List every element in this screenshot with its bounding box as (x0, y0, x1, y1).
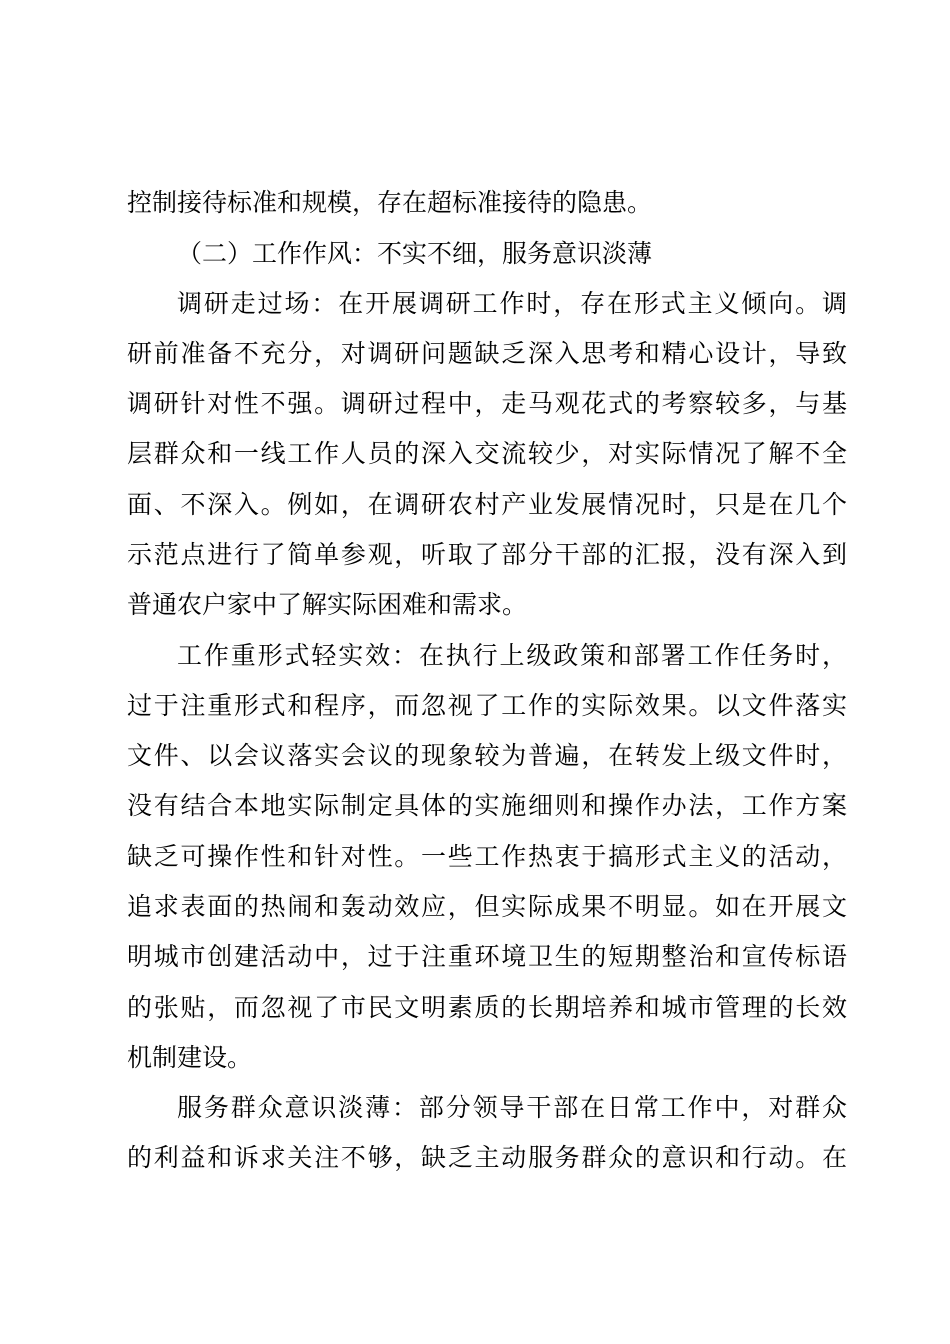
paragraph-line: 研前准备不充分，对调研问题缺乏深入思考和精心设计，导致 (127, 339, 847, 368)
paragraph-line: 没有结合本地实际制定具体的实施细则和操作办法，工作方案 (127, 791, 847, 820)
paragraph-line: 缺乏可操作性和针对性。一些工作热衷于搞形式主义的活动， (127, 842, 847, 871)
paragraph-line: 明城市创建活动中，过于注重环境卫生的短期整治和宣传标语 (127, 942, 847, 971)
paragraph-line: 过于注重形式和程序，而忽视了工作的实际效果。以文件落实 (127, 691, 847, 720)
paragraph-line: 调研针对性不强。调研过程中，走马观花式的考察较多，与基 (127, 389, 847, 418)
paragraph-line: 示范点进行了简单参观，听取了部分干部的汇报，没有深入到 (127, 540, 847, 569)
paragraph-line: 追求表面的热闹和轰动效应，但实际成果不明显。如在开展文 (127, 892, 847, 921)
paragraph-line: 面、不深入。例如，在调研农村产业发展情况时，只是在几个 (127, 490, 847, 519)
paragraph-line: 的利益和诉求关注不够，缺乏主动服务群众的意识和行动。在 (127, 1143, 847, 1172)
paragraph-line: 的张贴，而忽视了市民文明素质的长期培养和城市管理的长效 (127, 993, 847, 1022)
paragraph-line: 普通农户家中了解实际困难和需求。 (127, 590, 528, 619)
paragraph-line: 服务群众意识淡薄：部分领导干部在日常工作中，对群众 (177, 1093, 847, 1122)
paragraph-line: 文件、以会议落实会议的现象较为普遍，在转发上级文件时， (127, 741, 847, 770)
section-heading: （二）工作作风：不实不细，服务意识淡薄 (177, 239, 653, 268)
paragraph-line: 工作重形式轻实效：在执行上级政策和部署工作任务时， (177, 641, 847, 670)
paragraph-line: 层群众和一线工作人员的深入交流较少，对实际情况了解不全 (127, 439, 847, 468)
paragraph-line: 机制建设。 (127, 1043, 253, 1072)
paragraph-line: 调研走过场：在开展调研工作时，存在形式主义倾向。调 (177, 289, 847, 318)
paragraph-line: 控制接待标准和规模，存在超标准接待的隐患。 (127, 188, 653, 217)
